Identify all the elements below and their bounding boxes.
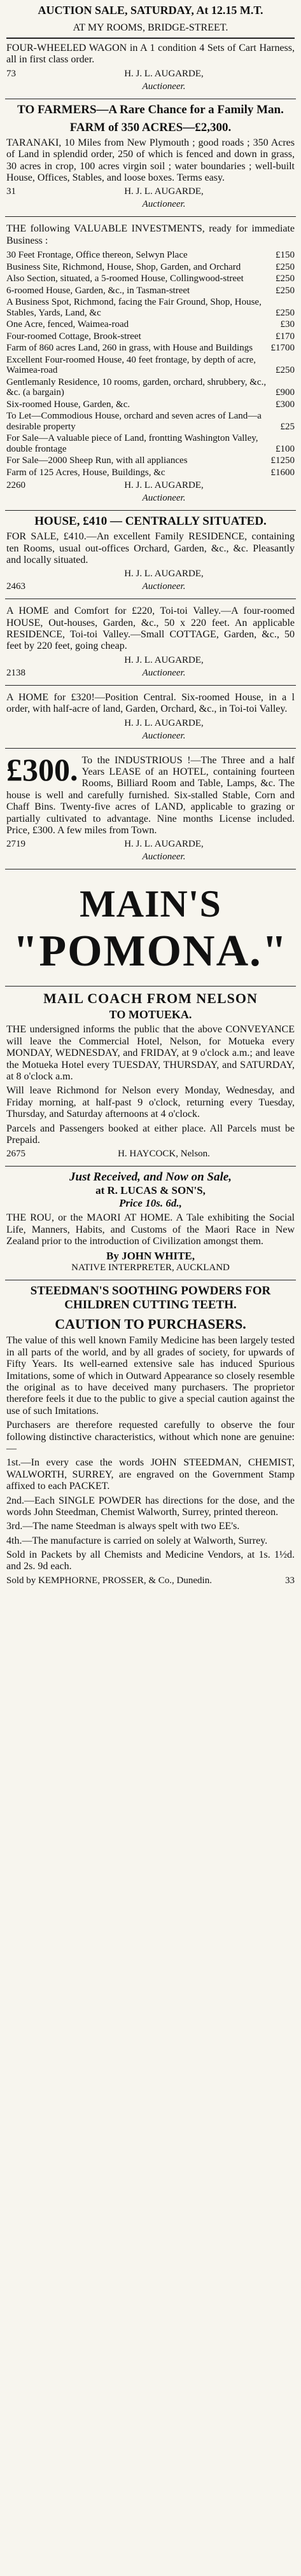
investments-intro: THE following VALUABLE INVESTMENTS, ready for immediate Business : xyxy=(6,223,295,246)
hotel-body: To the INDUSTRIOUS !—The Three and a half Years LEASE of an HOTEL, containing fourteen Rooms, Billiard Room and Table, Lamps, &c. The house is well and carefully furnished. Six-stalled Stable, Corn and Chaff Bins. Twenty-five acres of LAND, applicable to grazing or partially cultivated to advantage. Nine months License included. Price, £300. A few miles from Town. xyxy=(6,754,295,836)
investment-row xyxy=(6,377,295,399)
hotel-price: £300. xyxy=(6,754,78,787)
auctioneer-name: H. J. L. AUGARDE, xyxy=(124,839,204,850)
investment-row xyxy=(6,261,295,274)
investment-price: £150 xyxy=(276,250,295,261)
investment-text: Farm of 860 acres Land, 260 in grass, with House and Buildings xyxy=(6,343,253,354)
house-title: HOUSE, £410 — CENTRALLY SITUATED. xyxy=(34,515,267,529)
auctioneer-role: Auctioneer. xyxy=(142,581,186,592)
investment-row xyxy=(6,410,295,433)
investment-text: To Let—Commodious House, orchard and seven acres of Land—a desirable property xyxy=(6,411,262,432)
investment-row xyxy=(6,285,295,297)
investment-row xyxy=(6,249,295,261)
coach-body3: Parcels and Passengers booked at either place. All Parcels must be Prepaid. xyxy=(6,1123,295,1146)
auctioneer-name: H. J. L. AUGARDE, xyxy=(124,717,204,728)
investment-price: £30 xyxy=(280,319,295,330)
ad-number: 2675 xyxy=(6,1149,25,1160)
hotel-lease-advert xyxy=(5,749,296,870)
auctioneer-name: H. J. L. AUGARDE, xyxy=(124,480,204,491)
pomona-line2: "POMONA." xyxy=(13,927,288,976)
investment-text: Six-roomed House, Garden, &c. xyxy=(6,399,130,410)
auctioneer-name: H. J. L. AUGARDE, xyxy=(124,68,204,79)
investment-price: £300 xyxy=(276,399,295,410)
steedman-p5: 3rd.—The name Steedman is always spelt with two EE's. xyxy=(6,1521,240,1532)
coach-body: THE undersigned informs the public that the above CONVEYANCE will leave the Commercial Hotel, Nelson, for Motueka every MONDAY, WEDNESDAY, and FRIDAY, at 9 o'clock a.m.; and leave the Motueka Hotel every TUESDAY, THURSDAY, and SATURDAY, at 8 o'clock a.m. xyxy=(6,1024,295,1082)
signature xyxy=(6,69,295,80)
book-body: THE ROU, or the MAORI AT HOME. A Tale exhibiting the Social Life, Manners, Habits, and Customs of the Maori Race in New Zealand prior to the introduction of Civilization amongst them. xyxy=(6,1212,295,1247)
home-body: A HOME and Comfort for £220, Toi-toi Valley.—A four-roomed HOUSE, Out-houses, Garden, &c., 50 x 220 feet. An applicable RESIDENCE, Toi-toi Valley.—Small COTTAGE, Garden, &c., 50 feet by 220 feet, going cheap. xyxy=(6,606,295,652)
investment-price: £170 xyxy=(276,331,295,342)
investment-text: For Sale—A valuable piece of Land, frontting Washington Valley, double frontage xyxy=(6,433,258,454)
investment-text: 6-roomed House, Garden, &c., in Tasman-street xyxy=(6,285,190,296)
farm-advert xyxy=(5,99,296,218)
investment-text: Business Site, Richmond, House, Shop, Garden, and Orchard xyxy=(6,261,241,272)
advert-column xyxy=(5,0,296,1593)
ad-number: 2719 xyxy=(6,839,25,850)
auctioneer-name: H. J. L. AUGARDE, xyxy=(124,186,204,197)
investment-row xyxy=(6,467,295,479)
home-320-advert xyxy=(5,686,296,749)
book-price: Price 10s. 6d., xyxy=(119,1197,182,1210)
book-head2: at R. LUCAS & SON'S, xyxy=(95,1184,206,1197)
investment-row xyxy=(6,433,295,455)
home-220-advert xyxy=(5,599,296,686)
coach-subtitle: TO MOTUEKA. xyxy=(109,1008,192,1021)
book-author-role: NATIVE INTERPRETER, AUCKLAND xyxy=(71,1263,230,1273)
book-author: By JOHN WHITE, xyxy=(106,1250,195,1263)
investment-row xyxy=(6,273,295,285)
investment-text: Four-roomed Cottage, Brook-street xyxy=(6,331,141,342)
auction-location: AT MY ROOMS, BRIDGE-STREET. xyxy=(73,22,228,33)
investment-row xyxy=(6,399,295,411)
steedman-head: STEEDMAN'S SOOTHING POWDERS FOR CHILDREN CUTTING TEETH. xyxy=(30,1284,271,1312)
coach-title: MAIL COACH FROM NELSON xyxy=(43,990,258,1007)
steedman-p2: Purchasers are therefore requested carefully to observe the four following distinctive characteristics, without which none are genuine:— xyxy=(6,1420,295,1454)
house-410-advert xyxy=(5,511,296,599)
ad-number: 73 xyxy=(6,68,16,79)
ad-number: 2138 xyxy=(6,667,25,678)
investment-text: Also Section, situated, a 5-roomed House, Collingwood-street xyxy=(6,274,244,284)
investment-price: £250 xyxy=(276,285,295,296)
coach-proprietor: H. HAYCOCK, Nelson. xyxy=(118,1149,210,1160)
book-head1: Just Received, and Now on Sale, xyxy=(69,1170,232,1184)
investment-price: £25 xyxy=(280,421,295,432)
investment-text: A Business Spot, Richmond, facing the Fair Ground, Shop, House, Stables, Yards, Land, &c xyxy=(6,297,262,318)
auctioneer-name: H. J. L. AUGARDE, xyxy=(124,654,204,665)
farm-subtitle: FARM of 350 ACRES—£2,300. xyxy=(69,120,232,134)
investment-text: Gentlemanly Residence, 10 rooms, garden, orchard, shrubbery, &c., &c. (a bargain) xyxy=(6,377,267,398)
auctioneer-name: H. J. L. AUGARDE, xyxy=(124,569,204,579)
investment-price: £1700 xyxy=(270,343,295,354)
caution-head: CAUTION TO PURCHASERS. xyxy=(55,1316,246,1333)
steedman-footer: Sold by KEMPHORNE, PROSSER, & Co., Dunedin. xyxy=(6,1575,212,1586)
investment-row xyxy=(6,296,295,319)
investment-price: £900 xyxy=(276,387,295,398)
investment-price: £100 xyxy=(276,443,295,454)
investment-price: £250 xyxy=(276,274,295,284)
divider xyxy=(6,38,295,39)
steedman-p3: 1st.—In every case the words JOHN STEEDMAN, CHEMIST, WALWORTH, SURREY, are engraved on the Government Stamp affixed to each PACKET. xyxy=(6,1457,295,1492)
pomona-line1: MAIN'S xyxy=(80,883,221,925)
investment-price: £250 xyxy=(276,365,295,376)
investment-text: One Acre, fenced, Waimea-road xyxy=(6,319,129,330)
pomona-advert xyxy=(5,869,296,987)
ad-number: 31 xyxy=(6,186,16,197)
house-body: FOR SALE, £410.—An excellent Family RESIDENCE, containing ten Rooms, usual out-offices Orchard, Garden, &c., &c. Pleasantly and locally situated. xyxy=(6,531,295,565)
investment-price: £1600 xyxy=(270,467,295,478)
steedman-p1: The value of this well known Family Medicine has been largely tested in all parts of the world, and by all grades of society, for upwards of Fifty Years. Its well-earned extensive sale has induced Spurious Imitations, some of which in Outward Appearance so closely resemble the original as to have deceived many purchasers. The proprietor therefore feels it due to the public to give a special caution against the use of such Imitations. xyxy=(6,1335,295,1416)
auctioneer-role: Auctioneer. xyxy=(142,199,186,210)
investments-advert xyxy=(5,217,296,511)
investment-row xyxy=(6,319,295,331)
ad-number: 33 xyxy=(285,1575,295,1586)
steedman-advert xyxy=(5,1280,296,1592)
auctioneer-role: Auctioneer. xyxy=(142,852,186,862)
auction-sale-advert xyxy=(5,0,296,99)
investment-text: Excellent Four-roomed House, 40 feet frontage, by depth of acre, Waimea-road xyxy=(6,354,256,376)
investment-text: Farm of 125 Acres, House, Buildings, &c xyxy=(6,467,165,478)
steedman-p7: Sold in Packets by all Chemists and Medicine Vendors, at 1s. 1½d. and 2s. 9d each. xyxy=(6,1549,295,1572)
coach-body2: Will leave Richmond for Nelson every Monday, Wednesday, and Friday morning, at half-past 9 o'clock, returning every Tuesday, Thursday, and Saturday afternoons at 4 o'clock. xyxy=(6,1085,295,1120)
ad-number: 2463 xyxy=(6,581,25,592)
auction-body: FOUR-WHEELED WAGON in A 1 condition 4 Sets of Cart Harness, all in first class order. xyxy=(6,43,295,66)
steedman-p4: 2nd.—Each SINGLE POWDER has directions for the dose, and the words John Steedman, Chemist Walworth, Surrey, printed thereon. xyxy=(6,1495,295,1518)
investment-row xyxy=(6,354,295,377)
investments-list xyxy=(6,249,295,478)
investment-text: For Sale—2000 Sheep Run, with all appliances xyxy=(6,455,188,466)
auctioneer-role: Auctioneer. xyxy=(142,493,186,504)
auctioneer-role: Auctioneer. xyxy=(142,730,186,741)
auctioneer-role: Auctioneer. xyxy=(142,667,186,678)
steedman-p6: 4th.—The manufacture is carried on solely at Walworth, Surrey. xyxy=(6,1535,268,1546)
ad-number: 2260 xyxy=(6,480,25,491)
investment-row xyxy=(6,331,295,343)
investment-price: £1250 xyxy=(270,455,295,466)
book-advert xyxy=(5,1167,296,1280)
farm-title: TO FARMERS—A Rare Chance for a Family Man. xyxy=(17,102,284,116)
home-body: A HOME for £320!—Position Central. Six-roomed House, in a l order, with half-acre of land, Garden, Orchard, &c., in Toi-toi Valley. xyxy=(6,691,295,715)
investment-text: 30 Feet Frontage, Office thereon, Selwyn Place xyxy=(6,250,188,261)
mail-coach-advert xyxy=(5,987,296,1167)
investment-row xyxy=(6,342,295,354)
investment-row xyxy=(6,455,295,467)
investment-price: £250 xyxy=(276,307,295,318)
farm-body: TARANAKI, 10 Miles from New Plymouth ; good roads ; 350 Acres of Land in splendid order, 250 of which is fenced and down in grass, 30 acres in crop, 100 acres virgin soil ; water boundaries ; well-built House, Offices, Stables, and loose boxes. Terms easy. xyxy=(6,137,295,183)
auctioneer-role: Auctioneer. xyxy=(142,81,186,92)
investment-price: £250 xyxy=(276,261,295,272)
auction-title: AUCTION SALE, SATURDAY, At 12.15 M.T. xyxy=(38,4,263,17)
